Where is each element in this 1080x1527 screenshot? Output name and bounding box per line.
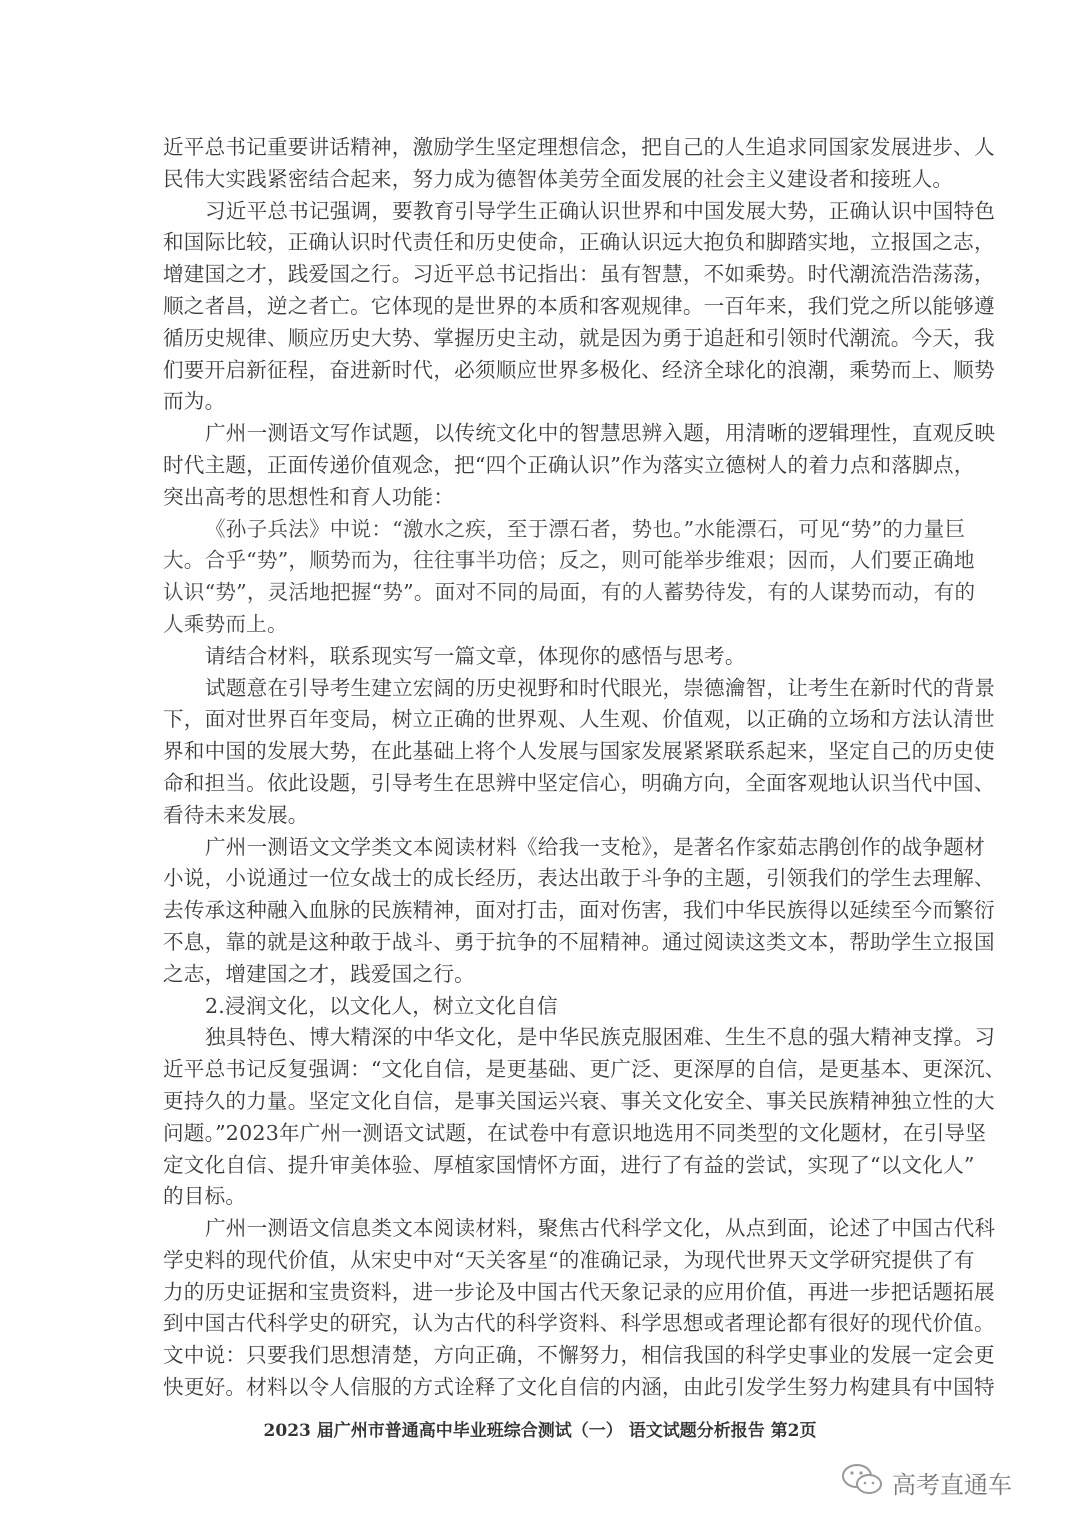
text-line: 更持久的力量。坚定文化自信，是事关国运兴衰、事关文化安全、事关民族精神独立性的大 [163, 1088, 995, 1113]
text-line: 的目标。 [163, 1184, 247, 1209]
paragraph [163, 641, 923, 673]
text-line: 认识“势”，灵活地把握“势”。面对不同的局面，有的人蓄势待发，有的人谋势而动，有的 [163, 580, 976, 605]
page-footer: 2023 届广州市普通高中毕业班综合测试（一） 语文试题分析报告 第2页 [263, 1421, 817, 1441]
text-line: 力的历史证据和宝贵资料，进一步论及中国古代天象记录的应用价值，再进一步把话题拓展 [163, 1279, 995, 1304]
text-line: 广州一测语文信息类文本阅读材料，聚焦古代科学文化，从点到面，论述了中国古代科 [205, 1216, 996, 1241]
text-line: 广州一测语文文学类文本阅读材料《给我一支枪》，是著名作家茹志鹃创作的战争题材 [205, 834, 985, 859]
text-line: 到中国古代科学史的研究，认为古代的科学资料、科学思想或者理论都有很好的现代价值。 [163, 1311, 995, 1336]
paragraph [163, 673, 996, 832]
paragraph [163, 196, 996, 419]
text-line: 小说，小说通过一位女战士的成长经历，表达出敢于斗争的主题，引领我们的学生去理解、 [163, 866, 995, 891]
text-line: 请结合材料，联系现实写一篇文章，体现你的感悟与思考。 [205, 643, 746, 668]
paragraph [163, 1213, 996, 1404]
text-line: 之志，增建国之才，践爱国之行。 [163, 961, 475, 986]
text-line: 大。合乎“势”，顺势而为，往往事半功倍；反之，则可能举步维艰；因而，人们要正确地 [163, 548, 975, 573]
text-line: 突出高考的思想性和育人功能： [163, 484, 455, 509]
paragraph [163, 418, 996, 513]
text-line: 快更好。材料以令人信服的方式诠释了文化自信的内涵，由此引发学生努力构建具有中国特 [163, 1375, 995, 1400]
paragraph [163, 991, 923, 1023]
text-line: 界和中国的发展大势，在此基础上将个人发展与国家发展紧紧联系起来，坚定自己的历史使 [163, 739, 995, 764]
text-line: 顺之者昌，逆之者亡。它体现的是世界的本质和客观规律。一百年来，我们党之所以能够遵 [163, 293, 995, 318]
wechat-icon [840, 1462, 884, 1502]
text-line: 《孙子兵法》中说：“激水之疾，至于漂石者，势也。”水能漂石，可见“势”的力量巨 [205, 516, 966, 541]
text-line: 命和担当。依此设题，引导考生在思辨中坚定信心，明确方向，全面客观地认识当代中国、 [163, 770, 995, 795]
text-line: 循历史规律、顺应历史大势、掌握历史主动，就是因为勇于追赶和引领时代潮流。今天，我 [163, 325, 995, 350]
text-line: 增建国之才，践爱国之行。习近平总书记指出：虽有智慧，不如乘势。时代潮流浩浩荡荡， [163, 262, 995, 287]
text-line: 独具特色、博大精深的中华文化，是中华民族克服困难、生生不息的强大精神支撑。习 [205, 1025, 996, 1050]
text-line: 和国际比较，正确认识时代责任和历史使命，正确认识远大抱负和脚踏实地，立报国之志， [163, 230, 995, 255]
text-line: 2.浸润文化，以文化人，树立文化自信 [205, 993, 558, 1018]
paragraph [163, 132, 995, 196]
text-line: 试题意在引导考生建立宏阔的历史视野和时代眼光，崇德瀹智，让考生在新时代的背景 [205, 675, 996, 700]
text-line: 近平总书记重要讲话精神，激励学生坚定理想信念，把自己的人生追求同国家发展进步、人 [163, 135, 995, 159]
quoted-prompt-paragraph [163, 514, 976, 641]
watermark [840, 1462, 1012, 1502]
text-line: 学史料的现代价值，从宋史中对“天关客星“的准确记录，为现代世界天文学研究提供了有 [163, 1247, 975, 1272]
paragraph [163, 832, 995, 991]
paragraph [163, 1022, 1006, 1213]
text-line: 民伟大实践紧密结合起来，努力成为德智体美劳全面发展的社会主义建设者和接班人。 [163, 166, 954, 191]
text-line: 们要开启新征程，奋进新时代，必须顺应世界多极化、经济全球化的浪潮，乘势而上、顺势 [163, 357, 995, 382]
text-line: 文中说：只要我们思想清楚，方向正确，不懈努力，相信我国的科学史事业的发展一定会更 [163, 1343, 995, 1368]
text-line: 人乘势而上。 [163, 611, 288, 636]
text-line: 看待未来发展。 [163, 802, 309, 827]
text-line: 下，面对世界百年变局，树立正确的世界观、人生观、价值观，以正确的立场和方法认清世 [163, 707, 995, 732]
text-line: 习近平总书记强调，要教育引导学生正确认识世界和中国发展大势，正确认识中国特色 [205, 198, 996, 223]
text-line: 广州一测语文写作试题，以传统文化中的智慧思辨入题，用清晰的逻辑理性，直观反映 [205, 421, 996, 446]
text-line: 不息，靠的就是这种敢于战斗、勇于抗争的不屈精神。通过阅读这类文本，帮助学生立报国 [163, 929, 995, 954]
text-line: 近平总书记反复强调：“文化自信，是更基础、更广泛、更深厚的自信，是更基本、更深沉、 [163, 1057, 1006, 1082]
document-body [163, 132, 1006, 1404]
text-line: 定文化自信、提升审美体验、厚植家国情怀方面，进行了有益的尝试，实现了“以文化人” [163, 1152, 975, 1177]
text-line: 去传承这种融入血脉的民族精神，面对打击，面对伤害，我们中华民族得以延续至今而繁衍 [163, 898, 995, 923]
text-line: 问题。”2023年广州一测语文试题，在试卷中有意识地选用不同类型的文化题材，在引导坚 [163, 1120, 987, 1145]
text-line: 时代主题，正面传递价值观念，把“四个正确认识”作为落实立德树人的着力点和落脚点， [163, 452, 975, 477]
text-line: 而为。 [163, 389, 226, 414]
watermark-text: 高考直通车 [892, 1470, 1012, 1499]
